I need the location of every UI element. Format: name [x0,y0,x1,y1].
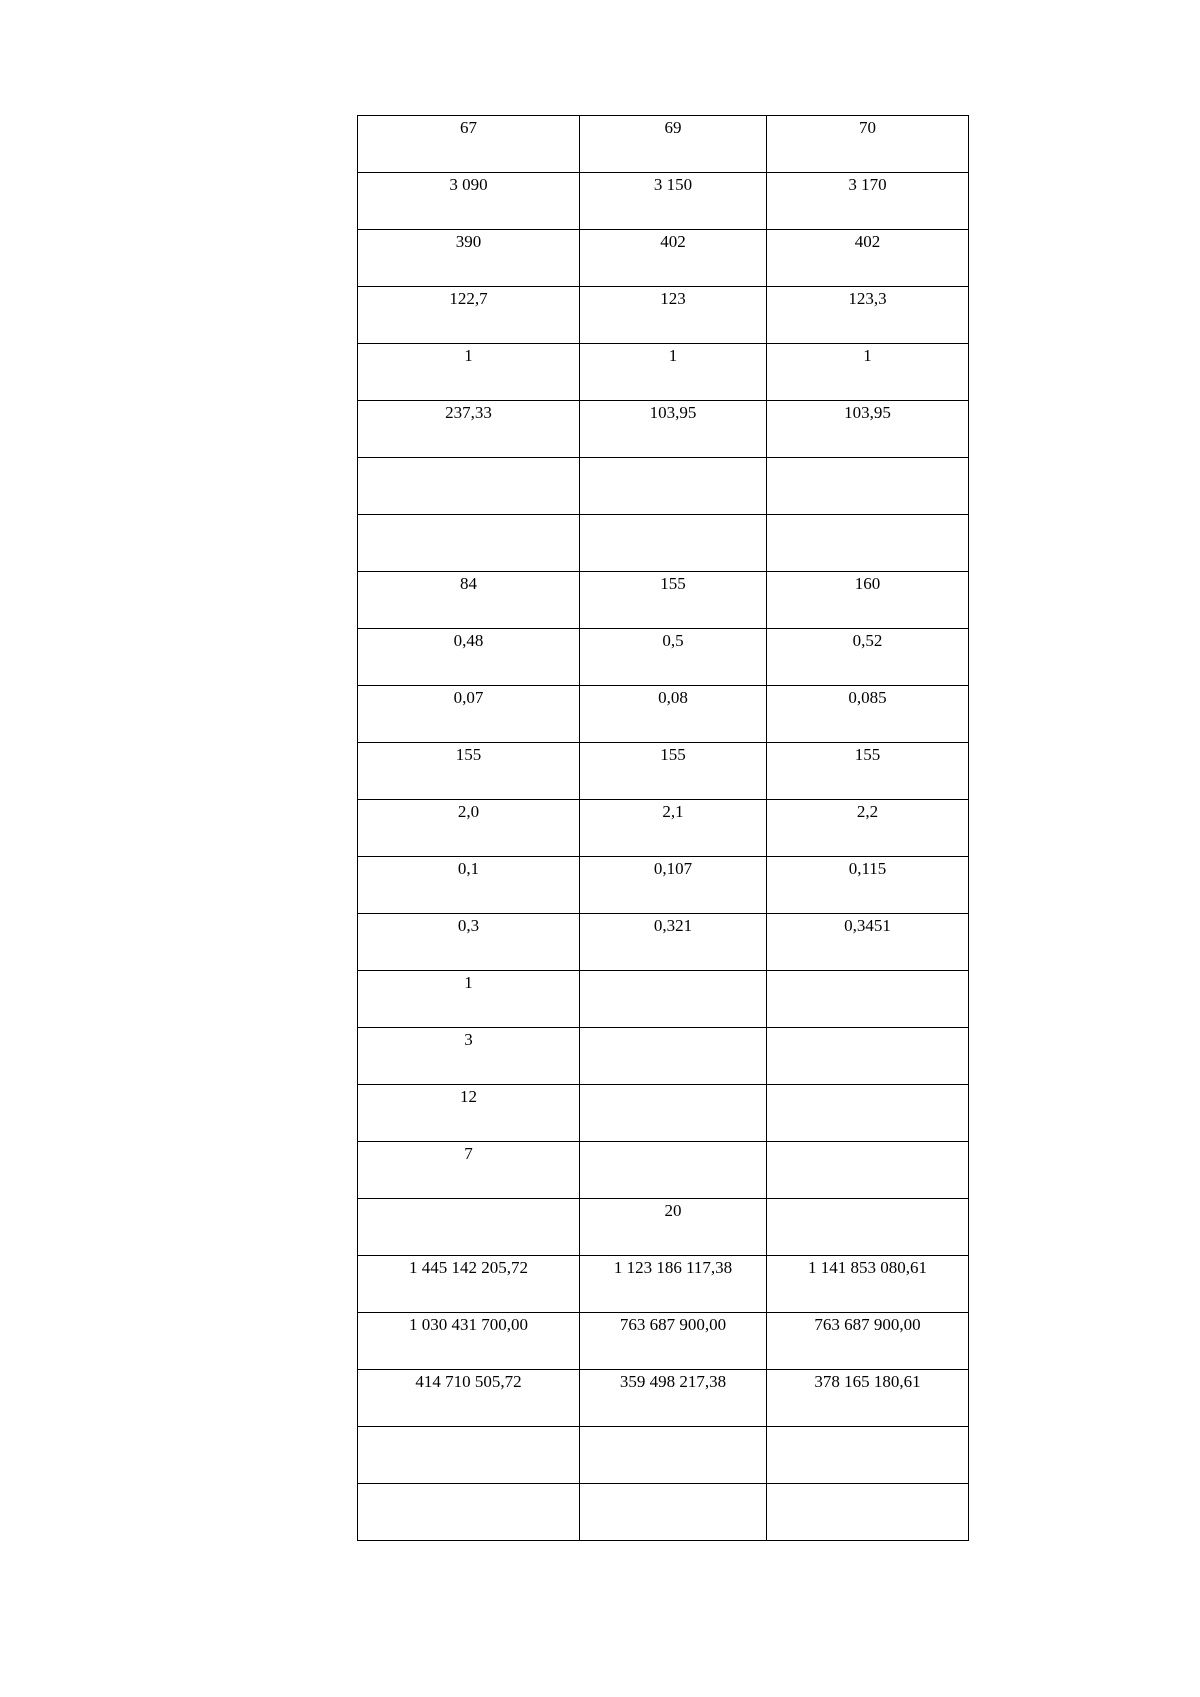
table-row [358,629,969,686]
table-cell: 0,5 [580,629,767,686]
table-cell [580,1085,767,1142]
table-cell [580,515,767,572]
table-cell: 2,1 [580,800,767,857]
table-cell: 359 498 217,38 [580,1370,767,1427]
table-row [358,1085,969,1142]
table-cell [767,1085,969,1142]
table-row [358,1427,969,1484]
table-cell: 12 [358,1085,580,1142]
table-row [358,1256,969,1313]
table-cell: 1 123 186 117,38 [580,1256,767,1313]
table-row [358,857,969,914]
table-cell [767,515,969,572]
table-cell: 237,33 [358,401,580,458]
table-cell: 0,52 [767,629,969,686]
table-cell: 0,48 [358,629,580,686]
table-cell: 122,7 [358,287,580,344]
table-cell: 155 [767,743,969,800]
table-cell: 1 [767,344,969,401]
table-row [358,116,969,173]
table-cell: 67 [358,116,580,173]
table-row [358,458,969,515]
table-row [358,287,969,344]
table-row [358,1484,969,1541]
table-cell: 390 [358,230,580,287]
table-row [358,1142,969,1199]
table-cell: 763 687 900,00 [580,1313,767,1370]
table-cell: 103,95 [767,401,969,458]
table-row [358,230,969,287]
table-cell: 414 710 505,72 [358,1370,580,1427]
table-cell [767,1142,969,1199]
table-cell: 1 [580,344,767,401]
table-row [358,1199,969,1256]
table-cell: 0,3451 [767,914,969,971]
table-row [358,1313,969,1370]
table-cell: 160 [767,572,969,629]
table-row [358,686,969,743]
table-cell: 0,115 [767,857,969,914]
table-cell: 123,3 [767,287,969,344]
table-cell [580,971,767,1028]
table-cell [767,458,969,515]
table-cell [358,515,580,572]
table-cell: 0,08 [580,686,767,743]
table-cell: 0,085 [767,686,969,743]
table-row [358,173,969,230]
table-cell: 2,0 [358,800,580,857]
table-cell: 1 [358,971,580,1028]
table-cell: 0,1 [358,857,580,914]
table-cell: 0,07 [358,686,580,743]
table-cell: 70 [767,116,969,173]
table-cell: 103,95 [580,401,767,458]
table-cell: 155 [580,572,767,629]
data-table [357,115,969,1541]
table-cell: 1 030 431 700,00 [358,1313,580,1370]
table-cell [580,1028,767,1085]
table-cell [767,1199,969,1256]
table-cell: 3 090 [358,173,580,230]
table-row [358,800,969,857]
table-cell: 1 445 142 205,72 [358,1256,580,1313]
table-row [358,743,969,800]
table-cell [358,1199,580,1256]
table-row [358,971,969,1028]
table-cell [767,1028,969,1085]
table-cell: 3 150 [580,173,767,230]
table-cell: 123 [580,287,767,344]
table-cell [580,458,767,515]
table-row [358,1370,969,1427]
table-cell: 84 [358,572,580,629]
table-cell: 3 170 [767,173,969,230]
table-cell: 763 687 900,00 [767,1313,969,1370]
table-cell [358,1427,580,1484]
table-cell: 69 [580,116,767,173]
table-cell: 2,2 [767,800,969,857]
table-cell [358,1484,580,1541]
table-cell: 402 [767,230,969,287]
table-cell: 0,321 [580,914,767,971]
table-cell [767,1484,969,1541]
table-cell: 155 [580,743,767,800]
table-cell: 0,3 [358,914,580,971]
table-cell: 155 [358,743,580,800]
table-cell [358,458,580,515]
table-row [358,914,969,971]
table-cell: 0,107 [580,857,767,914]
table-row [358,515,969,572]
table-cell [767,971,969,1028]
table-body [358,116,969,1541]
table-row [358,344,969,401]
table-cell: 1 [358,344,580,401]
table-cell: 7 [358,1142,580,1199]
table-cell: 402 [580,230,767,287]
table-cell [767,1427,969,1484]
table-cell [580,1484,767,1541]
table-row [358,401,969,458]
table-cell: 20 [580,1199,767,1256]
table-cell [580,1427,767,1484]
table-cell: 1 141 853 080,61 [767,1256,969,1313]
table-row [358,572,969,629]
table-cell: 378 165 180,61 [767,1370,969,1427]
table-row [358,1028,969,1085]
table-cell: 3 [358,1028,580,1085]
table-cell [580,1142,767,1199]
